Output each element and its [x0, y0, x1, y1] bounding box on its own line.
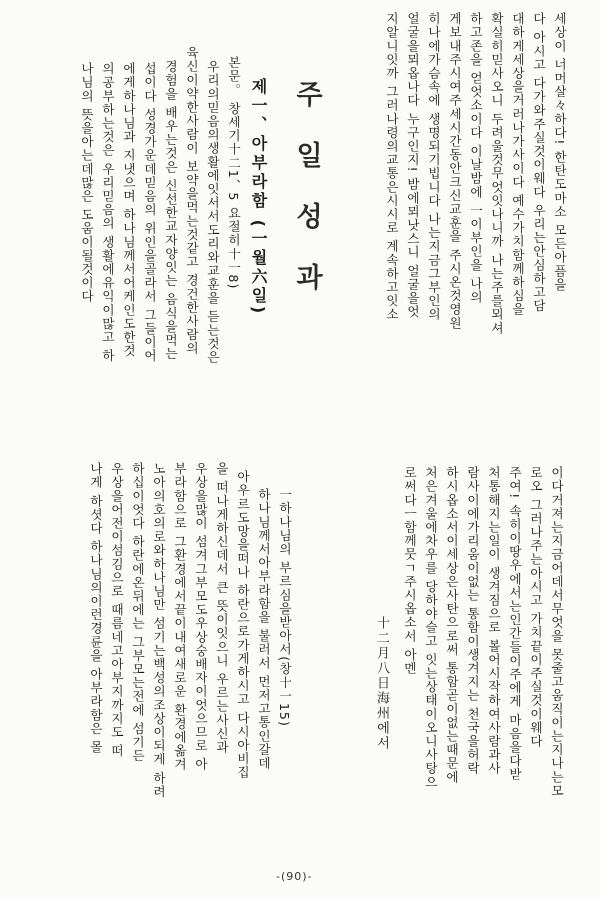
text-column: 노아의호의로와하나님만 섬기는백성의조상이되게 하려	[151, 462, 166, 799]
text-column: 확실히믿사오니 두려울것무엇잇나니까 나는주를뫼셔	[489, 12, 504, 335]
text-column: 대하게세상을거러나가사이다 예수가치함께하심을	[510, 12, 525, 317]
text-column: 얼굴을뫼옵나다 누구인지! 밤에뫼낫스니 얼굴을엇	[405, 12, 420, 319]
text-column: 우상을어전이섬김으로 때름네고아부지까지도 떠	[109, 462, 124, 758]
text-column: 一하나님의 부르심을받아서(창十一15)	[277, 488, 292, 727]
text-column: 에게하나님과 지냇으며 하나님께서어케인도한것	[121, 62, 136, 358]
text-column: 다 아시고 다가와주실것이웨다 우리는안심하고담	[531, 12, 546, 313]
text-column: 로써다ㅡ함께뭇ㄱ주시옵소서 아멘	[402, 466, 417, 676]
text-column: 처은겨울에차우를 당하야슬고 잇는상태이오니사탕으	[423, 466, 438, 789]
text-column: 하나님께서아부라함을 불러서 먼저고통인갈데	[256, 488, 271, 771]
text-column: 을 떠나게하신데서 큰 뜻이잇으니 우르는사신과	[214, 462, 229, 755]
text-column: 로오 그러나주는아시고 가치끝이주실것이웨다	[528, 466, 543, 749]
page-number: -(90)-	[276, 870, 313, 883]
text-column: 본문。 창세기十二1、5 요절히十一8)	[226, 56, 241, 290]
text-column: 부라함으로 그환경에서끝이내여새로운 환경에옮겨	[172, 462, 187, 772]
text-column: 하시옵소서이세상은사탄으로써 통함곧이없는때문에	[444, 466, 459, 784]
text-column: 세상이 너머살々하다! 한탄도마소 모든아픔을	[552, 12, 567, 292]
text-column: 의공부하는것은 우리믿음의 생활에유익이많고 하	[100, 62, 115, 363]
text-column: 처통해지는일이 생겨짐으로 볼어시작하여사람과사	[486, 466, 501, 776]
text-column: 나님의 뜻을아는데많은 도움이될것이다	[79, 62, 94, 304]
text-column: 우상을많이 섬겨그부모도우상숭배자이엇으므로 아	[193, 462, 208, 772]
text-column: 우리의믿음의생활에잇서서도리와교훈을 듣는것은	[205, 60, 220, 365]
text-column: 지알니잇까 그러나령의교통은시시로 계속하고잇소	[384, 12, 399, 322]
text-column: 히나에가슴속에 생명되기빕니다 나는지금그부인의	[426, 12, 441, 322]
text-column: 람사이에가리움이없는 통함이생겨지는 천국을허락	[465, 466, 480, 776]
text-column: 나게 하셧다 하나님의이런경륜을 아부라함은 몰	[88, 462, 103, 755]
text-column: 하고존을 얻엇소이다 이날밤에 一이부인을 나의	[468, 12, 483, 305]
section-heading: 제一、아부라함 (一월六일)	[249, 78, 268, 317]
text-column: 경험을 배우는것은 신선한교자양잇는 음식을먹는	[163, 60, 178, 361]
text-column: 주여! 속히이땅우에서는인간들이주에게 마음을다받	[507, 466, 522, 782]
text-column: 게보내주시여주세시간동안크신교훈을 주시온것영원	[447, 12, 462, 330]
text-column: 이다거져는지금어데서무엇을 못줄고움직이는지나는모	[549, 466, 564, 798]
text-column: 아우르도망을떠나 하란으로가게하시고 다시아비집	[235, 470, 250, 780]
text-column: 하십이엇다 하란에온뒤에는 그부모는전에 섬기든	[130, 462, 145, 763]
date-signature: 十二月八日海州에서	[374, 616, 389, 751]
text-column: 섭이다 성경가운데믿음의 위인을골라서 그들이어	[142, 62, 157, 363]
page-title: 주일성과	[291, 80, 322, 324]
text-column: 육신이약한사람이 보약을먹는것같고 경건한사람의	[184, 46, 199, 356]
